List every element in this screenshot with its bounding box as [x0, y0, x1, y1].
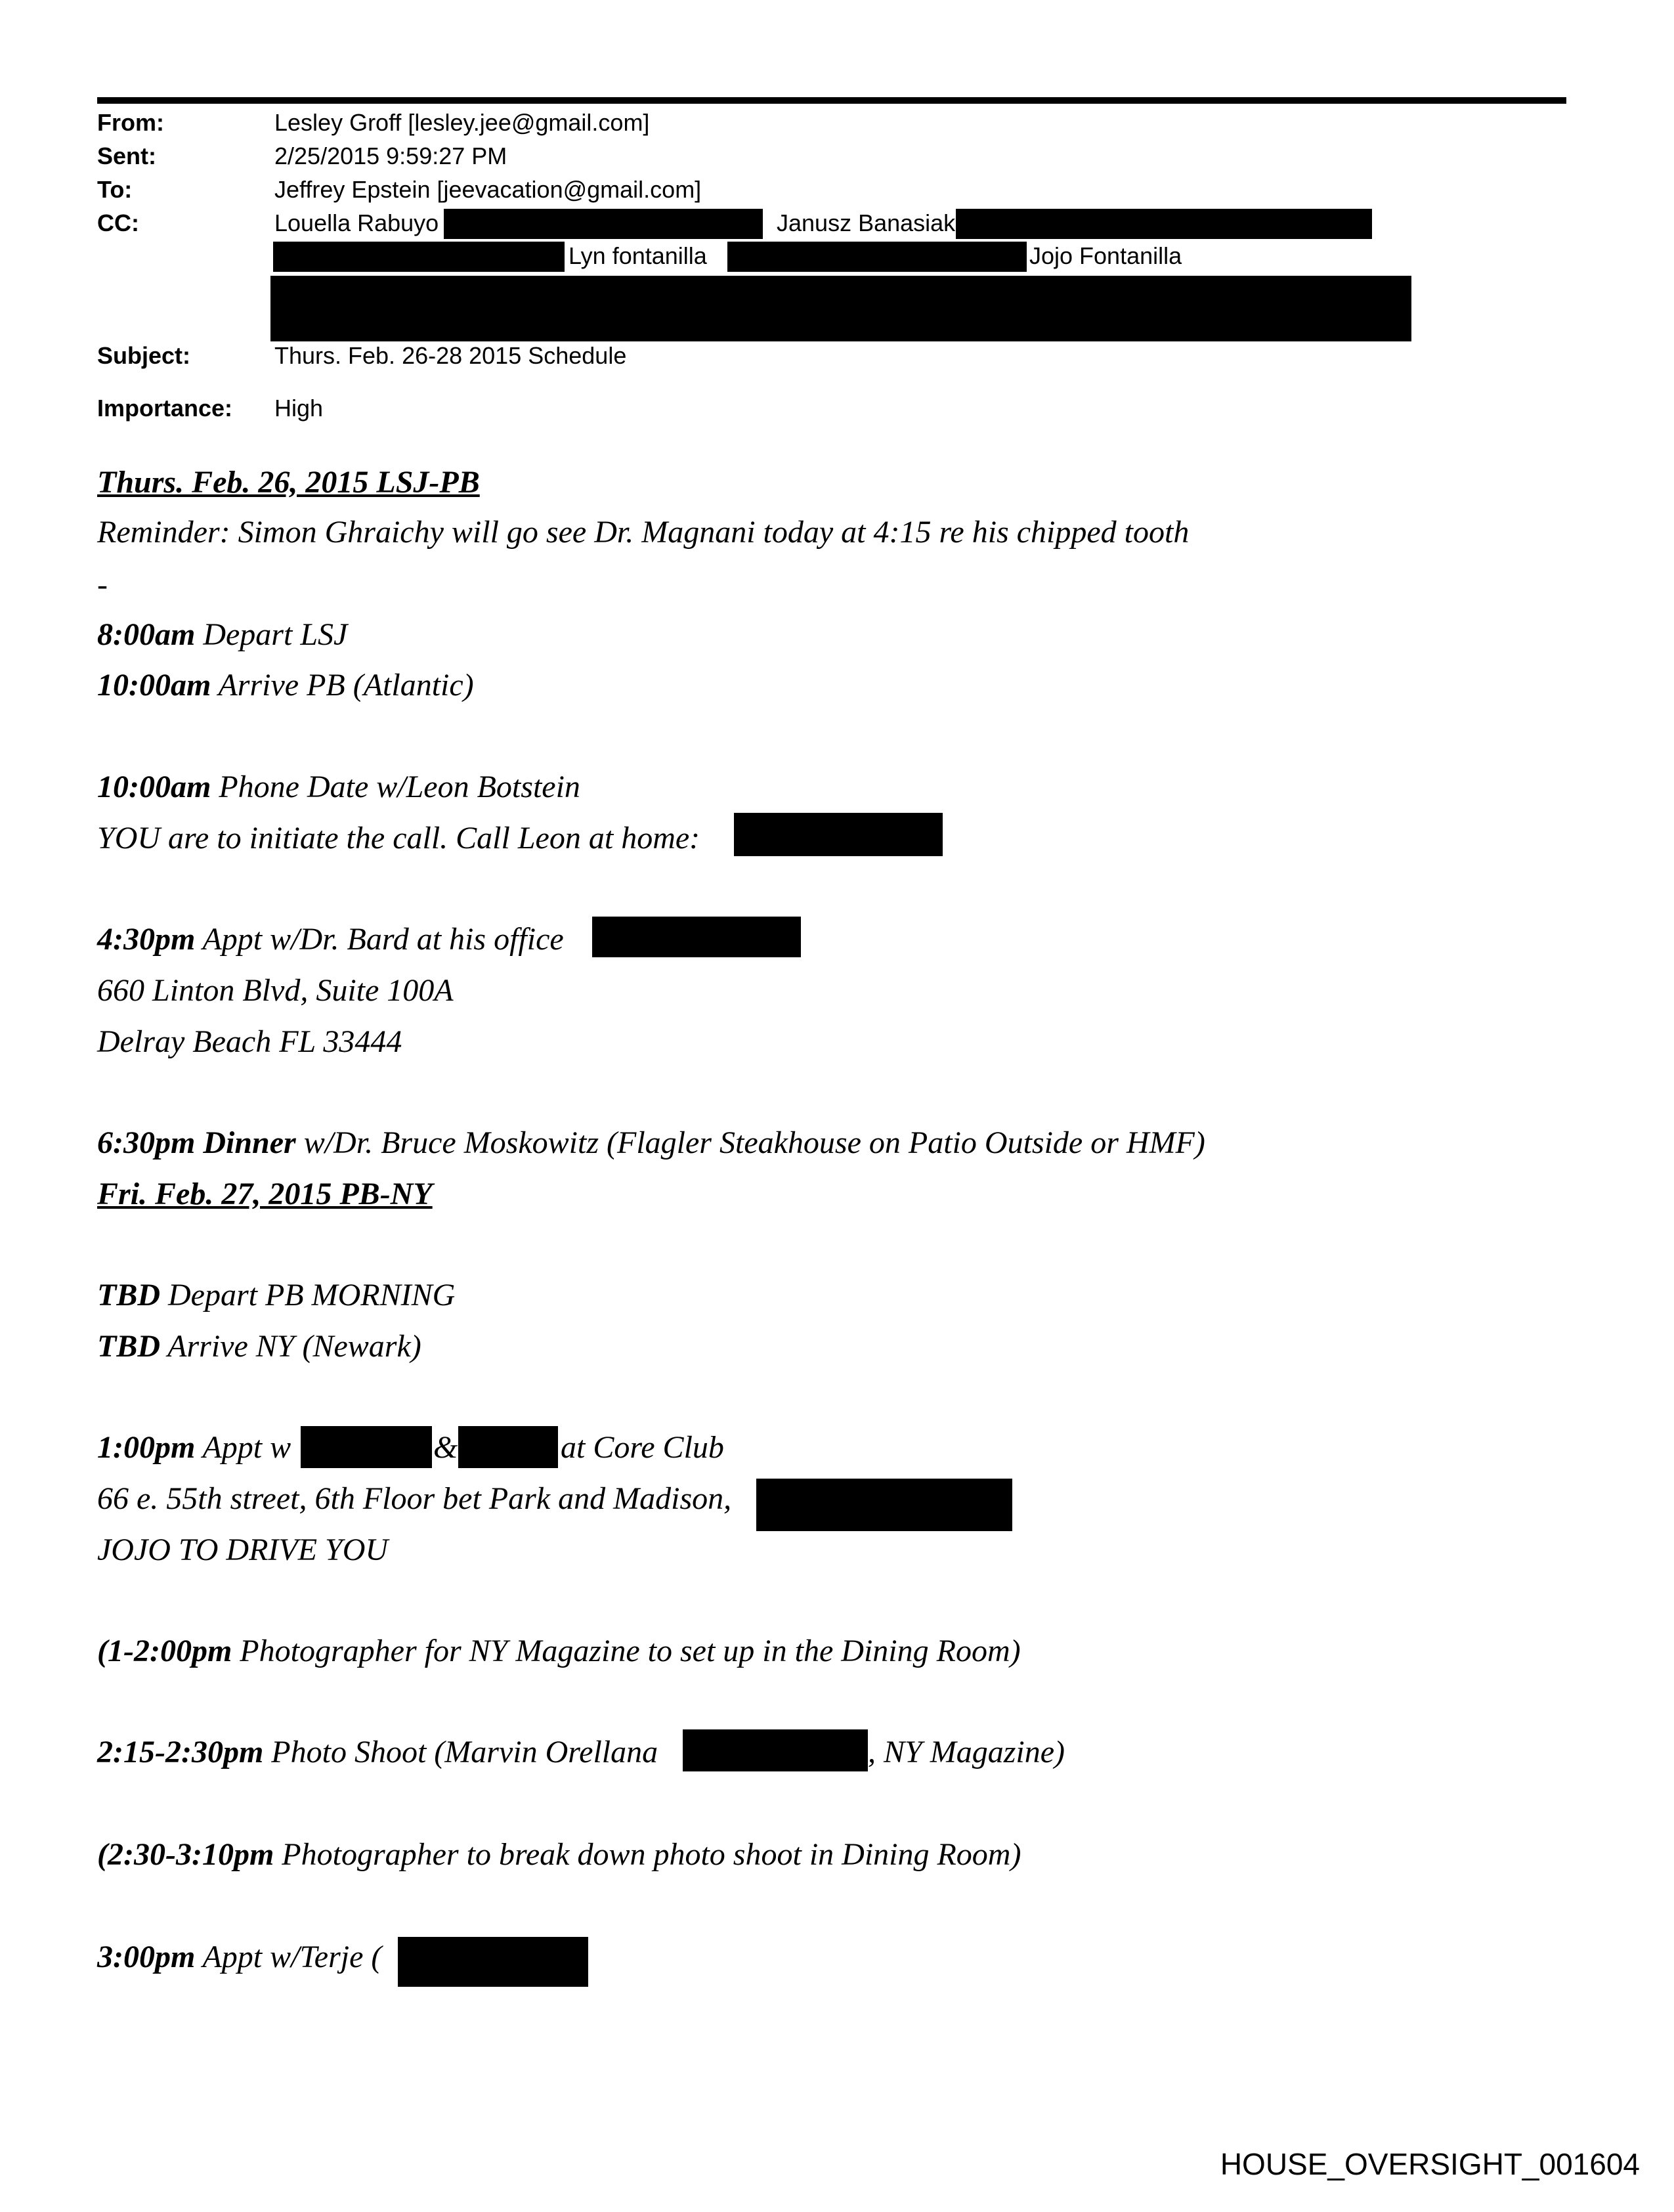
- schedule-entry: [97, 1632, 1021, 1670]
- schedule-entry: [97, 1328, 421, 1366]
- redaction-block: [398, 1937, 588, 1987]
- entry-time: 1:00pm: [97, 1430, 196, 1465]
- cc-name-2: Janusz Banasiak: [777, 209, 956, 236]
- entry-time: 10:00am: [97, 770, 211, 804]
- entry-text: Depart LSJ: [195, 617, 348, 652]
- entry-time: 10:00am: [97, 668, 211, 703]
- entry-text: Phone Date w/Leon Botstein: [211, 770, 580, 804]
- entry-time: (1-2:00pm: [97, 1634, 232, 1668]
- subject-value: Thurs. Feb. 26-28 2015 Schedule: [274, 342, 627, 369]
- entry-ampersand: &: [433, 1430, 458, 1465]
- entry-time: (2:30-3:10pm: [97, 1837, 274, 1872]
- entry-time: 8:00am: [97, 617, 196, 652]
- entry-text: , NY Magazine): [868, 1735, 1065, 1769]
- importance-label: Importance:: [97, 395, 233, 422]
- entry-text: Arrive PB (Atlantic): [211, 668, 474, 703]
- schedule-entry: [97, 666, 474, 705]
- entry-text: Depart PB MORNING: [160, 1278, 456, 1312]
- from-value: Lesley Groff [lesley.jee@gmail.com]: [274, 109, 650, 136]
- entry-text: Appt w/Terje (: [195, 1940, 382, 1974]
- schedule-entry: [97, 1733, 658, 1771]
- entry-text: Appt w/Dr. Bard at his office: [195, 922, 564, 957]
- redaction-block: [734, 813, 943, 856]
- schedule-entry: [97, 1124, 1205, 1162]
- redaction-block: [273, 242, 565, 272]
- redaction-block: [301, 1426, 432, 1468]
- cc-label: CC:: [97, 209, 139, 236]
- entry-address: 66 e. 55th street, 6th Floor bet Park and Madison,: [97, 1481, 732, 1516]
- entry-detail: YOU are to initiate the call. Call Leon at home:: [97, 821, 700, 856]
- redaction-block: [444, 209, 763, 239]
- entry-time: 4:30pm: [97, 922, 196, 957]
- entry-text: Appt w: [195, 1430, 291, 1465]
- entry-text: Photographer to break down photo shoot in Dining Room): [274, 1837, 1021, 1872]
- importance-value: High: [274, 395, 324, 422]
- schedule-entry: [97, 1276, 455, 1314]
- redaction-block: [727, 242, 1027, 272]
- cc-name-1: Louella Rabuyo: [274, 209, 439, 236]
- entry-text: Arrive NY (Newark): [160, 1329, 421, 1364]
- day-heading-thursday: Thurs. Feb. 26, 2015 LSJ-PB: [97, 465, 480, 500]
- cc-name-4: Jojo Fontanilla: [1029, 242, 1182, 269]
- schedule-entry: [97, 1836, 1021, 1874]
- entry-note: JOJO TO DRIVE YOU: [97, 1532, 389, 1567]
- entry-text: Photographer for NY Magazine to set up in the Dining Room): [232, 1634, 1021, 1668]
- entry-address: Delray Beach FL 33444: [97, 1024, 402, 1059]
- reminder-text: Reminder: Simon Ghraichy will go see Dr. Magnani today at 4:15 re his chipped tooth: [97, 515, 1190, 550]
- cc-name-3: Lyn fontanilla: [569, 242, 707, 269]
- cc-separator: ;: [755, 209, 762, 236]
- entry-time: 3:00pm: [97, 1940, 196, 1974]
- schedule-entry: [97, 616, 347, 654]
- entry-text: Photo Shoot (Marvin Orellana: [263, 1735, 658, 1769]
- redaction-block: [458, 1426, 558, 1468]
- from-label: From:: [97, 109, 164, 136]
- entry-time: TBD: [97, 1278, 160, 1312]
- schedule-entry: [97, 921, 564, 959]
- schedule-entry: [97, 1429, 291, 1467]
- redaction-block: [756, 1479, 1012, 1531]
- subject-label: Subject:: [97, 342, 191, 369]
- to-value: Jeffrey Epstein [jeevacation@gmail.com]: [274, 176, 702, 203]
- entry-time: 6:30pm Dinner: [97, 1125, 296, 1160]
- schedule-entry: [97, 1938, 381, 1976]
- entry-time: 2:15-2:30pm: [97, 1735, 264, 1769]
- dash-line: -: [97, 567, 108, 602]
- schedule-entry: [97, 768, 580, 806]
- entry-text: at Core Club: [561, 1430, 724, 1465]
- entry-text: w/Dr. Bruce Moskowitz (Flagler Steakhouse on Patio Outside or HMF): [295, 1125, 1205, 1160]
- bates-number: HOUSE_OVERSIGHT_001604: [1220, 2147, 1640, 2181]
- redaction-block: [683, 1729, 868, 1771]
- sent-label: Sent:: [97, 142, 156, 169]
- entry-time: TBD: [97, 1329, 160, 1364]
- redaction-block: [592, 917, 801, 957]
- day-heading-friday: Fri. Feb. 27, 2015 PB-NY: [97, 1177, 433, 1211]
- redaction-block: [956, 209, 1372, 239]
- entry-address: 660 Linton Blvd, Suite 100A: [97, 973, 454, 1008]
- header-rule: [97, 97, 1566, 104]
- redaction-block: [270, 276, 1411, 341]
- sent-value: 2/25/2015 9:59:27 PM: [274, 142, 507, 169]
- to-label: To:: [97, 176, 133, 203]
